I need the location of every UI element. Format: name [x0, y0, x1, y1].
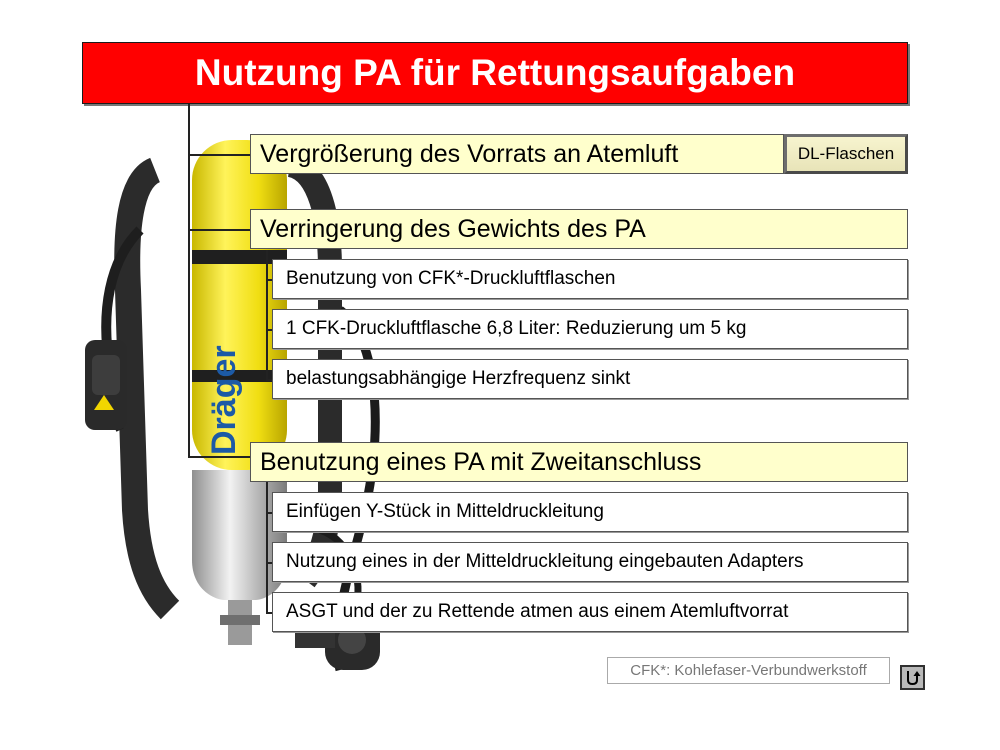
back-button[interactable] [900, 665, 925, 690]
page-title: Nutzung PA für Rettungsaufgaben [82, 42, 908, 104]
connector-branch-3 [188, 456, 250, 458]
connector-sub-trunk-3 [266, 476, 268, 613]
return-arrow-icon [904, 669, 921, 686]
list-item: Nutzung eines in der Mitteldruckleitung eingebauten Adapters [272, 542, 908, 582]
list-item: belastungsabhängige Herzfrequenz sinkt [272, 359, 908, 399]
list-item: Einfügen Y-Stück in Mitteldruckleitung [272, 492, 908, 532]
list-item: ASGT und der zu Rettende atmen aus einem Atemluftvorrat [272, 592, 908, 632]
connector-branch-2 [188, 229, 250, 231]
connector-sub-trunk-2 [266, 250, 268, 380]
footnote: CFK*: Kohlefaser-Verbundwerkstoff [607, 657, 890, 684]
list-item: 1 CFK-Druckluftflasche 6,8 Liter: Reduzierung um 5 kg [272, 309, 908, 349]
section-air-supply: Vergrößerung des Vorrats an Atemluft [250, 134, 784, 174]
list-item: Benutzung von CFK*-Druckluftflaschen [272, 259, 908, 299]
section-second-connection: Benutzung eines PA mit Zweitanschluss [250, 442, 908, 482]
connector-branch-1 [188, 154, 250, 156]
section-weight-reduction: Verringerung des Gewichts des PA [250, 209, 908, 249]
connector-trunk [188, 104, 190, 456]
brand-logo: Dräger [205, 345, 243, 455]
dl-flaschen-button[interactable]: DL-Flaschen [784, 134, 908, 174]
